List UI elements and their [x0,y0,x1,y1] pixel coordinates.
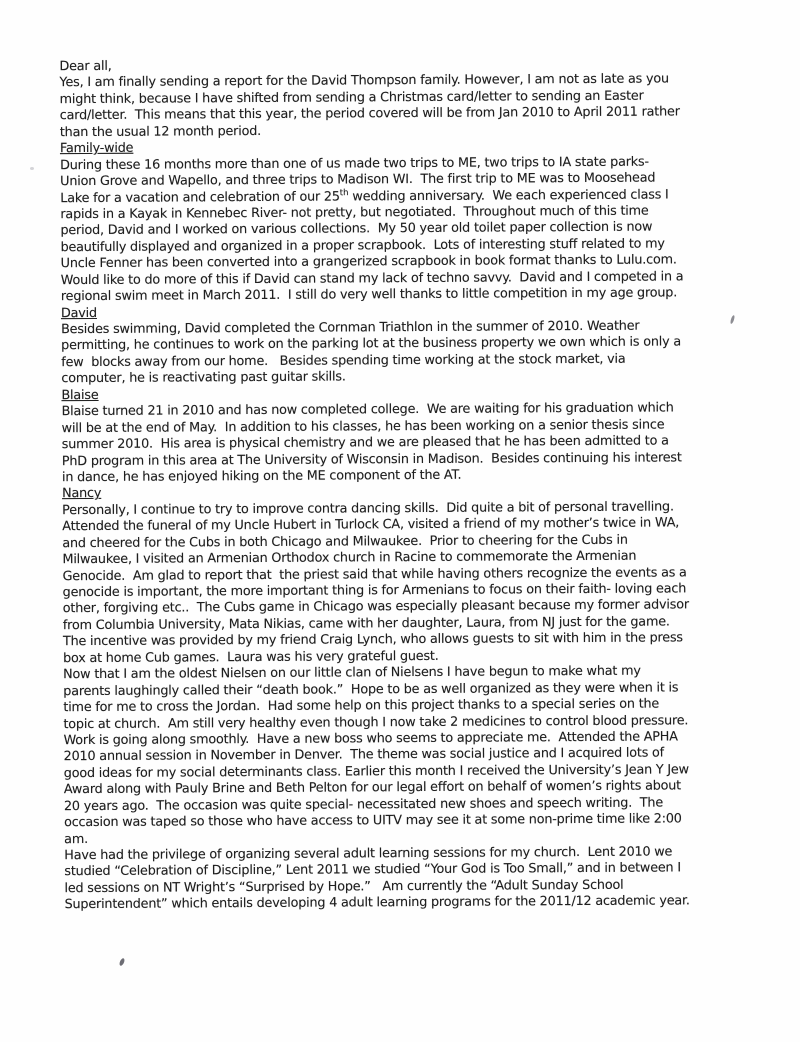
letter-line: During these 16 months more than one of us made two trips to ME, two trips to IA state parks- [59,154,649,173]
letter-text-block [59,55,776,914]
letter-line: few blocks away from our home. Besides spending time working at the stock market, via [61,351,626,371]
letter-line: permitting, he continues to work on the parking lot at the business property we own which is only a [61,334,682,354]
letter-line: Besides swimming, David completed the Cornman Triathlon in the summer of 2010. Weather [61,318,640,338]
letter-line: The incentive was provided by my friend Craig Lynch, who allows guests to sit with him in the press [62,630,683,650]
letter-line: card/letter. This means that this year, the period covered will be from Jan 2010 to April 2011 rather [59,104,680,124]
letter-line: than the usual 12 month period. [59,123,262,140]
letter-line: computer, he is reactivating past guitar skills. [61,369,346,387]
section-heading: Blaise [61,387,99,403]
letter-line: Superintendent” which entails developing 4 adult learning programs for the 2011/12 academic year. [64,893,690,913]
letter-line: occasion was taped so those who have access to UITV may see it at some non-prime time like 2:00 [64,811,682,831]
letter-line: genocide is important, the more important thing is for Armenians to focus on their faith- loving each [62,581,687,601]
letter-line: Now that I am the oldest Nielsen on our little clan of Nielsens I have begun to make what my [63,663,641,683]
letter-line: in dance, he has enjoyed hiking on the ME component of the AT. [61,467,462,486]
letter-line: 20 years ago. The occasion was quite special- necessitated new shoes and speech writing. The [63,795,664,814]
letter-line: Would like to do more of this if David can stand my lack of techno savvy. David and I competed in a [60,269,684,288]
letter-line: Union Grove and Wapello, and three trips to Madison WI. The first trip to ME was to Moosehead [60,170,656,190]
letter-line: will be at the end of May. In addition to his classes, he has been working on a senior thesis since [61,417,665,436]
letter-line: good ideas for my social determinants class. Earlier this month I received the University’s Jean Y Jew [63,762,689,781]
scan-speck [30,167,34,170]
letter-line: from Columbia University, Mata Nikias, came with her daughter, Laura, from NJ just for the game. [62,614,670,634]
letter-line: Milwaukee, I visited an Armenian Orthodox church in Racine to commemorate the Armenian [62,548,637,568]
section-heading: Nancy [62,486,102,502]
letter-line: beautifully displayed and organized in a proper scrapbook. Lots of interesting stuff related to my [60,236,665,255]
letter-line: Work is going along smoothly. Have a new boss who seems to appreciate me. Attended the APHA [63,729,678,749]
letter-line: am. [64,831,88,847]
letter-line: Attended the funeral of my Uncle Hubert in Turlock CA, visited a friend of my mother’s twice in WA, [62,515,680,535]
letter-line: other, forgiving etc.. The Cubs game in Chicago was especially pleasant because my former advisor [62,597,689,617]
letter-line: 2010 annual session in November in Denver. The theme was social justice and I acquired lots of [63,745,665,765]
letter-line: period, David and I worked on various collections. My 50 year old toilet paper collection is now [60,219,653,239]
letter-line: Yes, I am finally sending a report for the David Thompson family. However, I am not as late as you [59,71,669,91]
letter-line: regional swim meet in March 2011. I still do very well thanks to little competition in my age group. [60,285,678,305]
letter-line: topic at church. Am still very healthy even though I now take 2 medicines to control blood pressure. [63,712,689,732]
letter-line: might think, because I have shifted from sending a Christmas card/letter to sending an Easter [59,88,644,108]
letter-line: Have had the privilege of organizing several adult learning sessions for my church. Lent 2010 we [64,844,673,864]
letter-line: Genocide. Am glad to report that the priest said that while having others recognize the events as a [62,564,687,584]
letter-line: Personally, I continue to try to improve contra dancing skills. Did quite a bit of personal travelling. [62,499,674,518]
letter-line: led sessions on NT Wright’s “Surprised by Hope.” Am currently the “Adult Sunday School [64,877,624,897]
letter-line: studied “Celebration of Discipline,” Lent 2011 we studied “Your God is Too Small,” and in between I [64,860,681,880]
letter-line: parents laughingly called their “death book.” Hope to be as well organized as they were when it is [63,680,679,699]
letter-line: rapids in a Kayak in Kennebec River- not pretty, but negotiated. Throughout much of this time [60,203,649,223]
letter-line: Uncle Fenner has been converted into a grangerized scrapbook in book format thanks to Lulu.com. [60,252,677,272]
letter-line: Lake for a vacation and celebration of our 25th wedding anniversary. We each experienced class I [60,186,669,206]
letter-line: box at home Cub games. Laura was his very grateful guest. [63,648,439,666]
letter-line: time for me to cross the Jordan. Had some help on this project thanks to a special series on the [63,696,660,716]
letter-line: PhD program in this area at The University of Wisconsin in Madison. Besides continuing his interest [61,449,682,469]
letter-line: summer 2010. His area is physical chemistry and we are pleased that he has been admitted to a [61,433,669,453]
letter-line: Dear all, [59,58,112,75]
section-heading: Family-wide [59,140,134,157]
section-heading: David [60,305,97,321]
letter-line: Blaise turned 21 in 2010 and has now completed college. We are waiting for his graduation which [61,400,674,420]
scan-speck [119,958,126,967]
letter-line: and cheered for the Cubs in both Chicago and Milwaukee. Prior to cheering for the Cubs in [62,532,628,551]
letter-line: Award along with Pauly Brine and Beth Pelton for our legal effort on behalf of women’s rights about [63,778,682,798]
